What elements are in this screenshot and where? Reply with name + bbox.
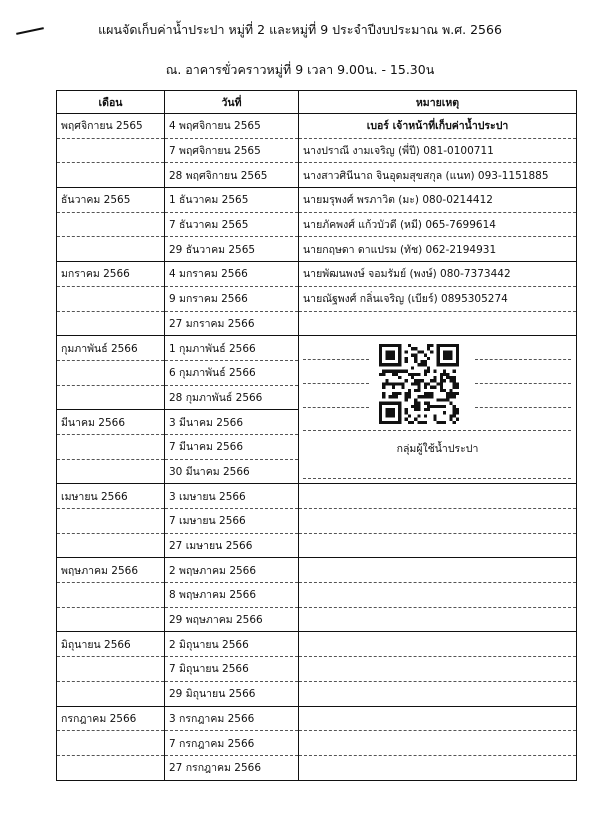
note-cell-empty xyxy=(299,484,577,509)
document-title: แผนจัดเก็บค่าน้ำประปา หมู่ที่ 2 และหมู่ที่ 9 ประจำปีงบประมาณ พ.ศ. 2566 xyxy=(98,22,502,37)
date-cell: 7 พฤศจิกายน 2565 xyxy=(165,138,299,163)
month-cell: ธันวาคม 2565 xyxy=(57,188,165,213)
month-cell: มีนาคม 2566 xyxy=(57,410,165,435)
month-cell xyxy=(57,385,165,410)
date-cell: 7 ธันวาคม 2565 xyxy=(165,212,299,237)
date-cell: 4 มกราคม 2566 xyxy=(165,262,299,287)
date-cell: 4 พฤศจิกายน 2565 xyxy=(165,114,299,139)
contact-cell: นายกฤษดา ดาแปรม (ทัช) 062-2194931 xyxy=(299,237,577,262)
table-row xyxy=(57,755,577,780)
table-row xyxy=(57,681,577,706)
date-cell: 29 พฤษภาคม 2566 xyxy=(165,607,299,632)
month-cell xyxy=(57,163,165,188)
date-cell: 2 พฤษภาคม 2566 xyxy=(165,558,299,583)
date-cell: 27 เมษายน 2566 xyxy=(165,533,299,558)
month-cell xyxy=(57,459,165,484)
contact-cell: นายณัฐพงศ์ กลิ่นเจริญ (เบียร์) 0895305274 xyxy=(299,286,577,311)
date-cell: 29 มิถุนายน 2566 xyxy=(165,681,299,706)
date-cell: 1 กุมภาพันธ์ 2566 xyxy=(165,336,299,361)
date-cell: 7 มิถุนายน 2566 xyxy=(165,657,299,682)
date-cell: 3 กรกฎาคม 2566 xyxy=(165,706,299,731)
table-row xyxy=(57,138,577,163)
date-cell: 7 กรกฎาคม 2566 xyxy=(165,731,299,756)
date-cell: 1 ธันวาคม 2565 xyxy=(165,188,299,213)
month-cell xyxy=(57,583,165,608)
note-cell-empty xyxy=(299,731,577,756)
table-row xyxy=(57,583,577,608)
table-row xyxy=(57,286,577,311)
table-row xyxy=(57,188,577,213)
table-row xyxy=(57,484,577,509)
note-cell-empty xyxy=(299,755,577,780)
month-cell xyxy=(57,657,165,682)
qr-cell xyxy=(299,336,577,484)
date-cell: 6 กุมภาพันธ์ 2566 xyxy=(165,360,299,385)
table-row xyxy=(57,657,577,682)
table-row xyxy=(57,509,577,534)
table-row xyxy=(57,311,577,336)
table-row xyxy=(57,706,577,731)
table-row xyxy=(57,262,577,287)
contact-cell: นางปราณี งามเจริญ (พี่ปี) 081-0100711 xyxy=(299,138,577,163)
note-cell-empty xyxy=(299,706,577,731)
date-cell: 28 กุมภาพันธ์ 2566 xyxy=(165,385,299,410)
month-cell xyxy=(57,360,165,385)
table-row xyxy=(57,632,577,657)
contact-cell: นางสาวศินีนาถ จินอุดมสุขสกุล (แนท) 093-1151885 xyxy=(299,163,577,188)
contact-cell: นายพัฒนพงษ์ จอมรัมย์ (พงษ์) 080-7373442 xyxy=(299,262,577,287)
date-cell: 30 มีนาคม 2566 xyxy=(165,459,299,484)
schedule-body xyxy=(57,114,577,781)
date-cell: 27 กรกฎาคม 2566 xyxy=(165,755,299,780)
month-cell xyxy=(57,237,165,262)
month-cell xyxy=(57,731,165,756)
month-cell: พฤษภาคม 2566 xyxy=(57,558,165,583)
month-cell xyxy=(57,509,165,534)
table-row xyxy=(57,212,577,237)
month-cell: เมษายน 2566 xyxy=(57,484,165,509)
date-cell: 3 มีนาคม 2566 xyxy=(165,410,299,435)
note-cell-empty xyxy=(299,583,577,608)
table-row xyxy=(57,558,577,583)
table-row xyxy=(57,163,577,188)
month-cell xyxy=(57,311,165,336)
note-cell-empty xyxy=(299,533,577,558)
schedule-table xyxy=(56,90,577,781)
date-cell: 27 มกราคม 2566 xyxy=(165,311,299,336)
month-cell: มิถุนายน 2566 xyxy=(57,632,165,657)
table-row xyxy=(57,114,577,139)
date-cell: 28 พฤศจิกายน 2565 xyxy=(165,163,299,188)
month-cell xyxy=(57,212,165,237)
header-note: หมายเหตุ xyxy=(299,91,577,114)
date-cell: 7 เมษายน 2566 xyxy=(165,509,299,534)
note-cell-empty xyxy=(299,509,577,534)
month-cell xyxy=(57,607,165,632)
note-cell-empty xyxy=(299,657,577,682)
contact-cell: นายภัคพงศ์ แก้วบัวดี (หมี) 065-7699614 xyxy=(299,212,577,237)
date-cell: 9 มกราคม 2566 xyxy=(165,286,299,311)
table-row xyxy=(57,237,577,262)
date-cell: 3 เมษายน 2566 xyxy=(165,484,299,509)
qr-code-icon[interactable] xyxy=(379,344,459,424)
month-cell xyxy=(57,755,165,780)
note-cell-empty xyxy=(299,632,577,657)
month-cell: กุมภาพันธ์ 2566 xyxy=(57,336,165,361)
document-subtitle: ณ. อาคารขั่วคราวหมู่ที่ 9 เวลา 9.00น. - 15.30น xyxy=(165,62,435,77)
qr-label: กลุ่มผู้ใช้น้ำประปา xyxy=(396,443,479,456)
table-row xyxy=(57,731,577,756)
table-header-row xyxy=(57,91,577,114)
month-cell xyxy=(57,681,165,706)
date-cell: 7 มีนาคม 2566 xyxy=(165,434,299,459)
note-cell-empty xyxy=(299,558,577,583)
header-month: เดือน xyxy=(57,91,165,114)
header-date: วันที่ xyxy=(165,91,299,114)
notes-title: เบอร์ เจ้าหน้าที่เก็บค่าน้ำประปา xyxy=(299,114,577,139)
note-cell-empty xyxy=(299,607,577,632)
table-row xyxy=(57,336,577,361)
table-row xyxy=(57,533,577,558)
month-cell xyxy=(57,533,165,558)
month-cell xyxy=(57,286,165,311)
contact-cell: นายมรุพงศ์ พรภาวิต (มะ) 080-0214412 xyxy=(299,188,577,213)
note-cell-empty xyxy=(299,311,577,336)
date-cell: 2 มิถุนายน 2566 xyxy=(165,632,299,657)
month-cell: มกราคม 2566 xyxy=(57,262,165,287)
month-cell xyxy=(57,434,165,459)
note-cell-empty xyxy=(299,681,577,706)
month-cell: พฤศจิกายน 2565 xyxy=(57,114,165,139)
date-cell: 29 ธันวาคม 2565 xyxy=(165,237,299,262)
date-cell: 8 พฤษภาคม 2566 xyxy=(165,583,299,608)
qr-block xyxy=(299,336,576,484)
month-cell xyxy=(57,138,165,163)
table-row xyxy=(57,607,577,632)
month-cell: กรกฎาคม 2566 xyxy=(57,706,165,731)
